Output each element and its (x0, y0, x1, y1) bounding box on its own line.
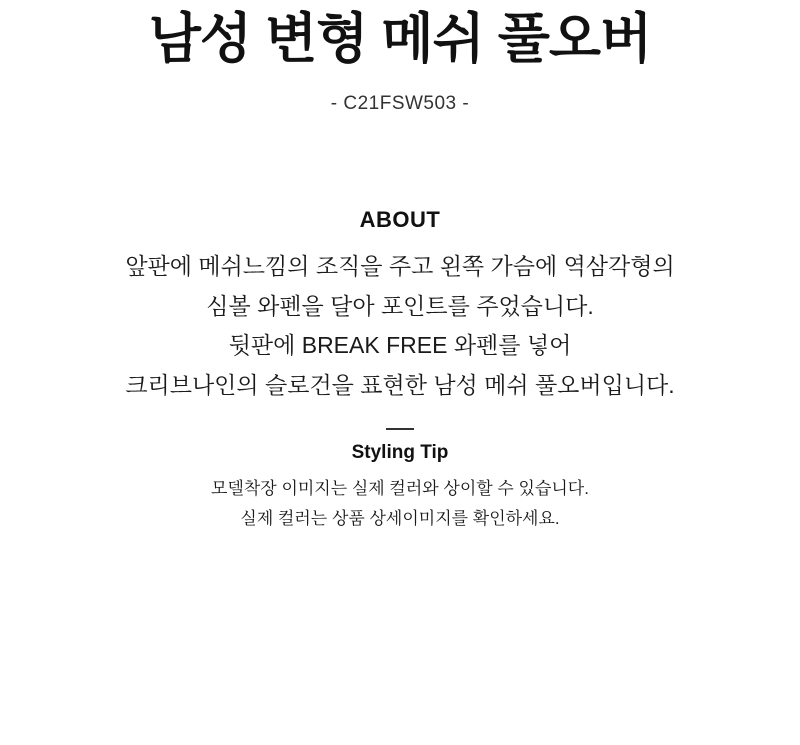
about-section (0, 115, 800, 405)
product-code: - C21FSW503 - (330, 93, 470, 115)
about-line: 앞판에 메쉬느낌의 조직을 주고 왼쪽 가슴에 역삼각형의 (125, 253, 675, 280)
styling-tip-line: 실제 컬러는 상품 상세이미지를 확인하세요. (240, 508, 560, 528)
about-line: 크리브나인의 슬로건을 표현한 남성 메쉬 풀오버입니다. (125, 372, 675, 399)
about-line: 뒷판에 BREAK FREE 와펜를 넣어 (228, 332, 572, 359)
about-body (0, 233, 800, 405)
about-heading: ABOUT (359, 207, 441, 233)
styling-tip-heading: Styling Tip (351, 441, 449, 463)
styling-tip-body (0, 464, 800, 535)
page-title: 남성 변형 메쉬 풀오버 (148, 9, 652, 69)
about-line: 심볼 와펜을 달아 포인트를 주었습니다. (206, 292, 594, 319)
styling-tip-section (0, 430, 800, 535)
styling-tip-line: 모델착장 이미지는 실제 컬러와 상이할 수 있습니다. (211, 478, 589, 498)
